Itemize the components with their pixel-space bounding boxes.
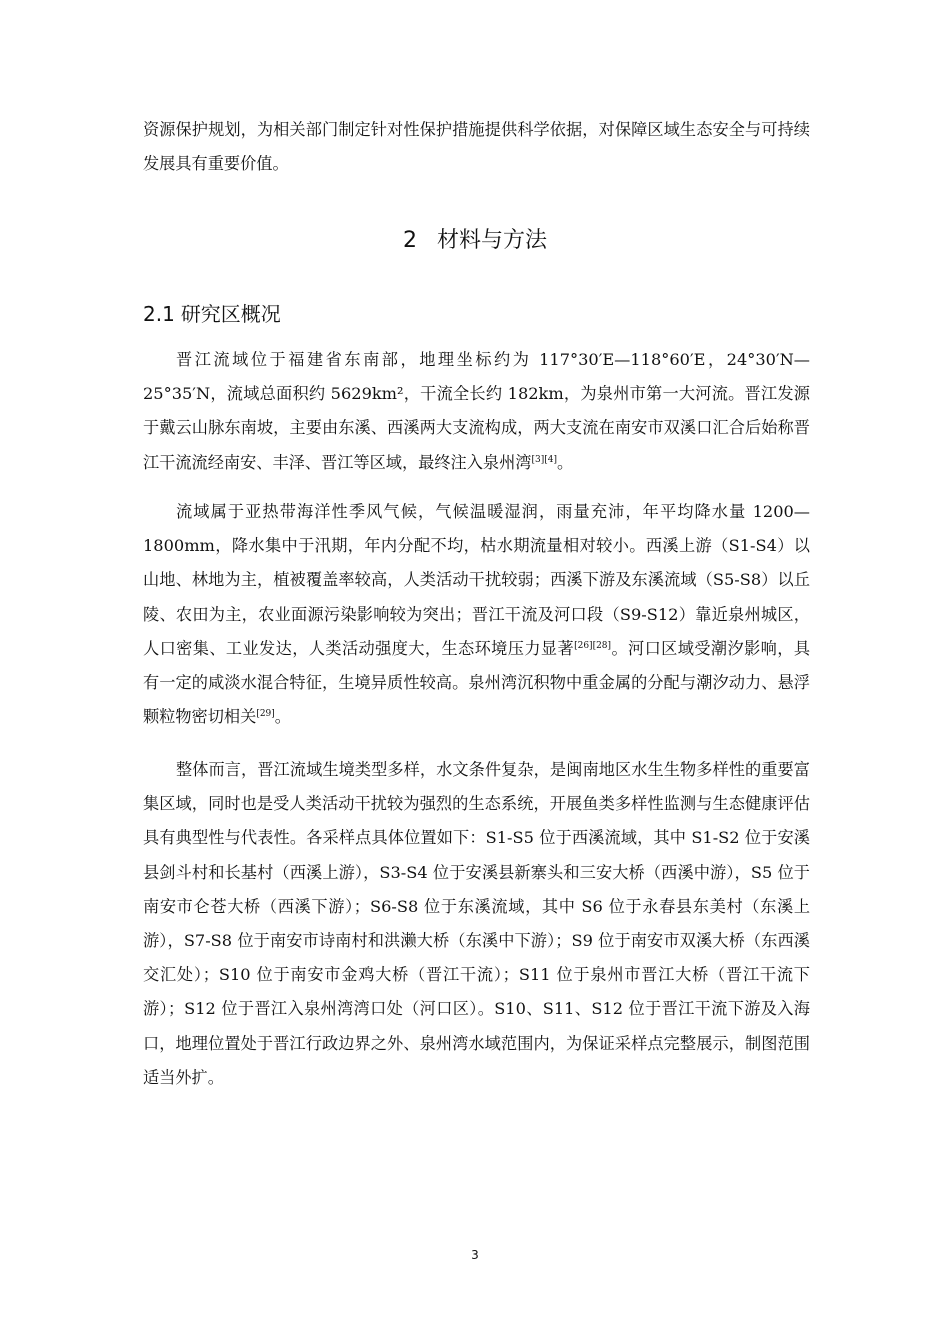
paragraph-end: 。 [274, 707, 291, 727]
study-area-paragraph-3 [143, 753, 810, 1095]
paragraph-text: 整体而言，晋江流域生境类型多样，水文条件复杂，是闽南地区水生生物多样性的重要富集区域，同时也是受人类活动干扰较为强烈的生态系统，开展鱼类多样性监测与生态健康评估具有典型性与代表性。各采样点具体位置如下：S1-S5 位于西溪流域，其中 S1-S2 位于安溪县剑斗村和长基村（西溪上游），S3-S4 位于安溪县新寨头和三安大桥（西溪中游），S5 位于南安市仑苍大桥（西溪下游）；S6-S8 位于东溪流域，其中 S6 位于永春县东美村（东溪上游），S7-S8 位于南安市诗南村和洪濑大桥（东溪中下游）；S9 位于南安市双溪大桥（东西溪交汇处）；S10 位于南安市金鸡大桥（晋江干流）；S11 位于泉州市晋江大桥（晋江干流下游）；S12 位于晋江入泉州湾湾口处（河口区）。S10、S11、S12 位于晋江干流下游及入海口，地理位置处于晋江行政边界之外、泉州湾水域范围内，为保证采样点完整展示，制图范围适当外扩。 [143, 760, 810, 1087]
study-area-paragraph-2 [143, 495, 810, 734]
paragraph-text: 流域属于亚热带海洋性季风气候，气候温暖湿润，雨量充沛，年平均降水量 1200—1800mm，降水集中于汛期，年内分配不均，枯水期流量相对较小。西溪上游（S1-S4）以山地、林地为主，植被覆盖率较高，人类活动干扰较弱；西溪下游及东溪流域（S5-S8）以丘陵、农田为主，农业面源污染影响较为突出；晋江干流及河口段（S9-S12）靠近泉州城区，人口密集、工业发达，人类活动强度大，生态环境压力显著 [143, 502, 810, 658]
chapter-title: 材料与方法 [436, 228, 547, 253]
section-heading [143, 298, 281, 327]
section-title: 研究区概况 [180, 302, 281, 326]
paragraph-text: 。河口区域受潮汐影响，具有一定的咸淡水混合特征，生境异质性较高。泉州湾沉积物中重金属的分配与潮汐动力、悬浮颗粒物密切相关 [143, 638, 811, 727]
citation-ref: [29] [256, 709, 275, 720]
study-area-paragraph-1 [143, 343, 810, 480]
page-number: 3 [471, 1248, 479, 1262]
chapter-heading [0, 223, 950, 254]
continuation-text: 资源保护规划，为相关部门制定针对性保护措施提供科学依据，对保障区域生态安全与可持续发展具有重要价值。 [143, 120, 810, 174]
continuation-paragraph [143, 113, 810, 181]
section-number: 2.1 [143, 302, 175, 326]
paragraph-text: 晋江流域位于福建省东南部，地理坐标约为 117°30′E—118°60′E，24°30′N—25°35′N，流域总面积约 5629km²，干流全长约 182km，为泉州市第一大河流。晋江发源于戴云山脉东南坡，主要由东溪、西溪两大支流构成，两大支流在南安市双溪口汇合后始称晋江干流流经南安、丰泽、晋江等区域，最终注入泉州湾 [143, 350, 810, 472]
citation-ref: [26][28] [574, 640, 612, 651]
paragraph-end: 。 [557, 452, 574, 472]
citation-ref: [3][4] [531, 454, 557, 465]
chapter-number: 2 [402, 228, 417, 253]
